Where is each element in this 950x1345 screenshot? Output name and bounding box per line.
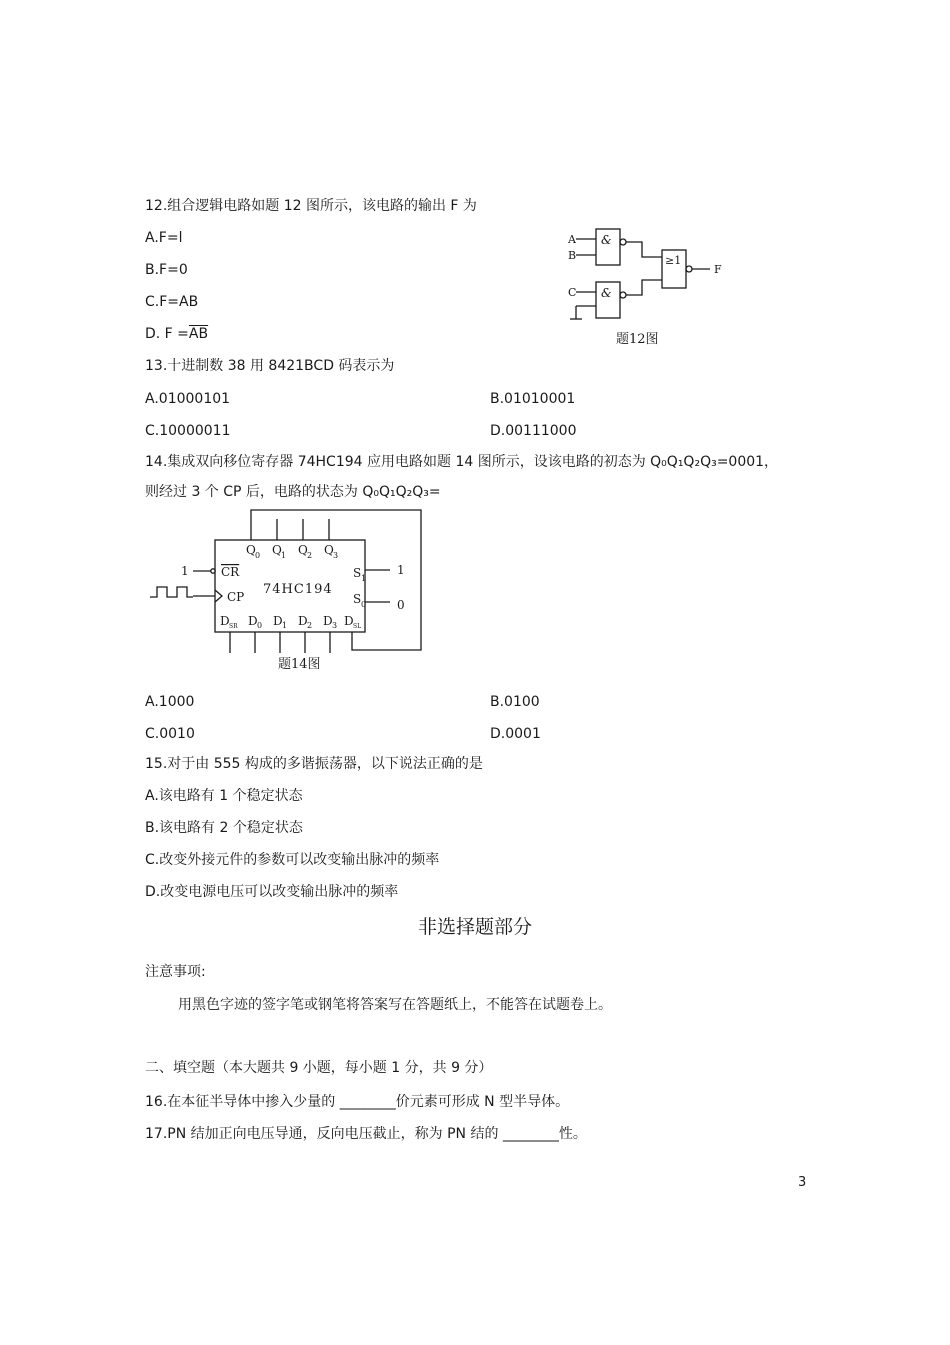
q12-option-d-prefix: D. F =: [145, 326, 189, 342]
and-symbol-2: &: [601, 286, 612, 300]
s1-label: S: [353, 566, 362, 580]
d0-label: D: [248, 614, 258, 628]
dsr-label: D: [220, 614, 230, 628]
dsl-label: D: [344, 614, 354, 628]
q14-stem-line2: 则经过 3 个 CP 后，电路的状态为 Q₀Q₁Q₂Q₃=: [145, 484, 441, 500]
q15-stem: 15.对于由 555 构成的多谐振荡器，以下说法正确的是: [145, 756, 483, 772]
page-number: 3: [798, 1175, 807, 1190]
s1-value: 1: [397, 563, 405, 577]
dsl-sub: SL: [353, 623, 362, 630]
q14-option-c: C.0010: [145, 726, 195, 742]
q16-stem: 16.在本征半导体中掺入少量的 ________价元素可形成 N 型半导体。: [145, 1094, 570, 1110]
part2-title: 二、填空题（本大题共 9 小题，每小题 1 分，共 9 分）: [145, 1060, 493, 1076]
d2-sub: 2: [307, 621, 313, 630]
q2-sub: 2: [307, 551, 313, 560]
s0-value: 0: [397, 598, 405, 612]
section-title: 非选择题部分: [417, 916, 532, 938]
not-bubble-2: [620, 292, 626, 298]
q14-option-d: D.0001: [490, 726, 541, 742]
q12-option-a: A.F=l: [145, 230, 183, 246]
q17-stem: 17.PN 结加正向电压导通，反向电压截止，称为 PN 结的 ________性。: [145, 1126, 587, 1142]
q12-option-d: [145, 325, 208, 343]
not-bubble-1: [620, 239, 626, 245]
cp-label: CP: [227, 590, 245, 604]
q1-sub: 1: [281, 551, 287, 560]
d2-label: D: [298, 614, 308, 628]
chip-name: 74HC194: [263, 582, 333, 597]
d3-sub: 3: [332, 621, 338, 630]
q15-option-d: D.改变电源电压可以改变输出脉冲的频率: [145, 884, 399, 900]
and-symbol-1: &: [601, 233, 612, 247]
q12-option-c: C.F=AB: [145, 294, 199, 310]
input-b-label: B: [568, 249, 577, 262]
figure-12-logic-circuit: [562, 218, 732, 348]
q15-option-a: A.该电路有 1 个稳定状态: [145, 788, 303, 804]
q12-stem: 12.组合逻辑电路如题 12 图所示，该电路的输出 F 为: [145, 198, 477, 214]
q15-option-c: C.改变外接元件的参数可以改变输出脉冲的频率: [145, 852, 440, 868]
s1-sub: 1: [361, 574, 367, 583]
q13-option-a: A.01000101: [145, 391, 231, 407]
q14-stem-line1: 14.集成双向移位寄存器 74HC194 应用电路如题 14 图所示，设该电路的初态为 Q₀Q₁Q₂Q₃=0001，: [145, 454, 779, 470]
q0-sub: 0: [255, 551, 261, 560]
or-symbol: ≥1: [665, 254, 682, 267]
output-f-label: F: [714, 263, 722, 276]
d1-sub: 1: [282, 621, 288, 630]
q13-stem: 13.十进制数 38 用 8421BCD 码表示为: [145, 358, 395, 374]
q2-label: Q: [298, 543, 308, 557]
not-bubble-3: [686, 266, 692, 272]
q3-sub: 3: [333, 551, 339, 560]
q15-option-b: B.该电路有 2 个稳定状态: [145, 820, 303, 836]
q12-option-d-bar: $\overline{AB}$: [188, 326, 209, 342]
input-a-label: A: [568, 233, 576, 246]
s0-sub: 0: [361, 600, 367, 609]
q12-option-b: B.F=0: [145, 262, 188, 278]
q14-option-b: B.0100: [490, 694, 540, 710]
notice-text: 用黑色字迹的签字笔或钢笔将答案写在答题纸上，不能答在试题卷上。: [178, 997, 612, 1013]
notice-label: 注意事项:: [145, 964, 206, 980]
d3-label: D: [323, 614, 333, 628]
dsr-sub: SR: [229, 623, 238, 630]
d1-label: D: [273, 614, 283, 628]
s0-label: S: [353, 592, 362, 606]
cr-value: 1: [181, 564, 189, 578]
q13-option-c: C.10000011: [145, 423, 231, 439]
d0-sub: 0: [257, 621, 263, 630]
q1-label: Q: [272, 543, 282, 557]
q3-label: Q: [324, 543, 334, 557]
figure-12-caption: 题12图: [616, 332, 659, 347]
q13-option-d: D.00111000: [490, 423, 577, 439]
figure-14-shift-register: [145, 505, 445, 675]
figure-14-caption: 题14图: [278, 657, 321, 672]
q0-label: Q: [246, 543, 256, 557]
q13-option-b: B.01010001: [490, 391, 576, 407]
clock-waveform: [150, 587, 193, 597]
input-c-label: C: [568, 286, 577, 299]
q14-option-a: A.1000: [145, 694, 195, 710]
cr-label: CR: [221, 565, 240, 579]
